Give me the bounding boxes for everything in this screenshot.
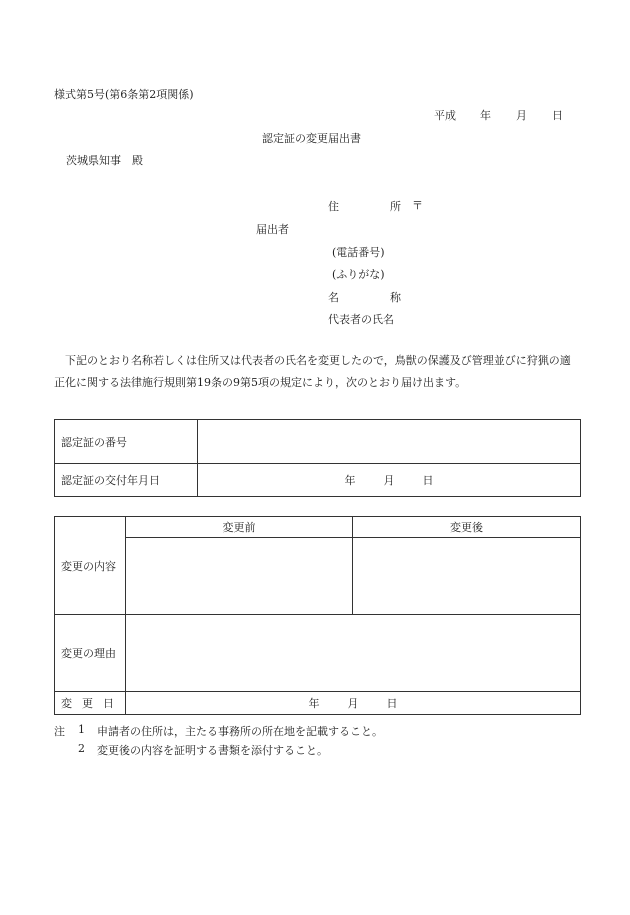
address-label-1: 住: [328, 200, 339, 213]
certificate-number-label: 認定証の番号: [55, 420, 198, 464]
change-date-day: 日: [386, 697, 398, 710]
change-reason-value[interactable]: [126, 615, 581, 692]
change-before-value[interactable]: [126, 538, 353, 615]
change-date-label-1: 変: [61, 697, 72, 710]
name-label-2: 称: [390, 291, 401, 304]
body-text: 下記のとおり名称若しくは住所又は代表者の氏名を変更したので，鳥獣の保護及び管理並びに狩猟の適正化に関する法律施行規則第19条の9第5項の規定により，次のとおり届け出ます。: [54, 354, 571, 389]
change-after-value[interactable]: [353, 538, 581, 615]
after-header: 変更後: [353, 517, 581, 538]
addressee: 茨城県知事 殿: [66, 154, 143, 167]
issue-date-month: 月: [383, 474, 395, 487]
name-label-1: 名: [328, 291, 339, 304]
change-reason-label: 変更の理由: [55, 615, 126, 692]
form-id: 様式第5号(第6条第2項関係): [54, 88, 194, 101]
change-date-year: 年: [308, 697, 320, 710]
change-table: [54, 516, 581, 715]
change-date-label-2: 更: [82, 697, 93, 710]
issue-date-year: 年: [344, 474, 356, 487]
note-1-number: 1: [78, 723, 85, 736]
furigana-label: (ふりがな): [332, 268, 385, 281]
address-label-2: 所: [390, 200, 401, 213]
certificate-table: [54, 419, 581, 497]
header-date-month: 月: [516, 109, 527, 122]
phone-label: (電話番号): [332, 246, 385, 259]
header-date-day: 日: [552, 109, 563, 122]
before-header: 変更前: [126, 517, 353, 538]
representative-label: 代表者の氏名: [328, 313, 394, 326]
change-date-label: [55, 692, 126, 715]
page-title: 認定証の変更届出書: [262, 132, 361, 145]
note-prefix: 注: [54, 725, 65, 738]
issue-date-day: 日: [422, 474, 434, 487]
issue-date-value[interactable]: [198, 464, 581, 497]
change-date-value[interactable]: [126, 692, 581, 715]
notifier-label: 届出者: [256, 223, 289, 236]
certificate-number-value[interactable]: [198, 420, 581, 464]
postal-mark: 〒: [412, 199, 423, 212]
change-content-label: 変更の内容: [55, 517, 126, 615]
change-date-label-3: 日: [103, 697, 114, 710]
note-2-number: 2: [78, 742, 85, 755]
issue-date-label: 認定証の交付年月日: [55, 464, 198, 497]
change-date-month: 月: [347, 697, 359, 710]
header-date-era: 平成: [434, 109, 456, 122]
note-1-text: 申請者の住所は，主たる事務所の所在地を記載すること。: [97, 725, 383, 738]
note-2-text: 変更後の内容を証明する書類を添付すること。: [97, 744, 328, 757]
header-date-year: 年: [480, 109, 491, 122]
